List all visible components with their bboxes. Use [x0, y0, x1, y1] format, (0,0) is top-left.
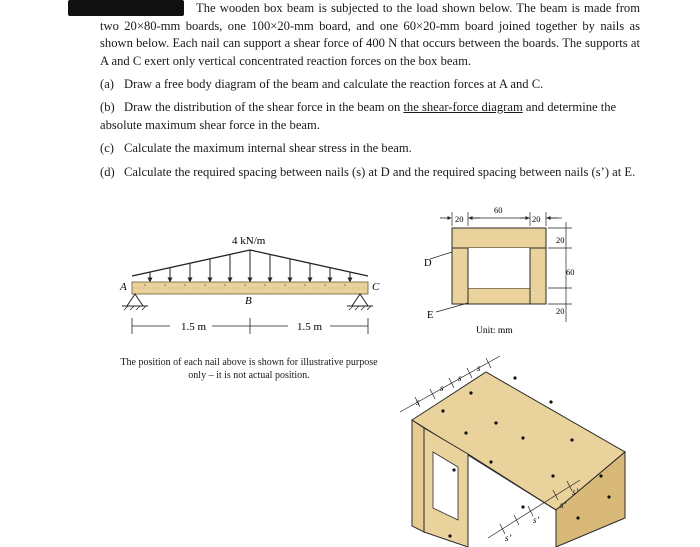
- question-b-text-after: and determine the absolute maximum shear force in the beam.: [100, 100, 617, 132]
- dimension-line: [132, 318, 368, 334]
- question-d-text: Calculate the required spacing between nails (s) at D and the required spacing between nails (s’) at E.: [124, 165, 636, 179]
- label-b: B: [245, 295, 252, 307]
- dim-right-top: 20: [556, 235, 565, 245]
- dim-left: 1.5 m: [181, 321, 207, 333]
- dim-top-right: 20: [532, 214, 541, 224]
- load-label: 4 kN/m: [232, 235, 266, 247]
- spacing-s-prime-4: s’: [572, 487, 579, 497]
- spacing-s-prime-3: s’: [560, 500, 567, 510]
- spacing-s-prime-2: s’: [533, 515, 540, 525]
- label-c: C: [372, 281, 380, 293]
- dim-right-mid: 60: [566, 267, 575, 277]
- spacing-s-prime-1: s’: [505, 533, 512, 543]
- dim-right: 1.5 m: [297, 321, 323, 333]
- isometric-box-beam: [400, 356, 625, 547]
- question-a-text: Draw a free body diagram of the beam and calculate the reaction forces at A and C.: [124, 77, 544, 91]
- illustrative-note: The position of each nail above is shown for illustrative purpose only – it is not actual position.: [120, 357, 378, 381]
- question-d-label: (d): [100, 165, 115, 179]
- label-e: E: [427, 310, 434, 321]
- problem-intro: The wooden box beam is subjected to the load shown below. The beam is made from two 20×80-mm boards, one 100×20-mm board, and one 60×20-mm board joined together by nails as shown below. Each nail can support a shear force of 400 N that occurs between the boards. The supports at A and C exert only vertical concentrated reaction forces on the box beam.: [100, 1, 640, 68]
- spacing-s-1: s: [416, 397, 420, 407]
- question-b-link: the shear-force diagram: [403, 100, 523, 114]
- support-a: [122, 294, 148, 310]
- spacing-s-4: s: [477, 363, 481, 373]
- question-b-text-before: Draw the distribution of the shear force in the beam on: [124, 100, 404, 114]
- dim-top-mid: 60: [494, 205, 503, 215]
- question-b-label: (b): [100, 100, 115, 114]
- question-a-label: (a): [100, 77, 114, 91]
- dim-right-bottom: 20: [556, 306, 565, 316]
- label-a: A: [120, 281, 127, 293]
- spacing-s-2: s: [440, 383, 444, 393]
- dim-top-left: 20: [455, 214, 464, 224]
- distributed-load: [132, 250, 368, 282]
- units-label: Unit: mm: [476, 326, 513, 336]
- label-d: D: [424, 258, 432, 269]
- question-c-text: Calculate the maximum internal shear stress in the beam.: [124, 141, 412, 155]
- cross-section: [452, 228, 546, 304]
- question-c-label: (c): [100, 141, 114, 155]
- support-c: [347, 294, 373, 310]
- spacing-s-3: s: [458, 373, 462, 383]
